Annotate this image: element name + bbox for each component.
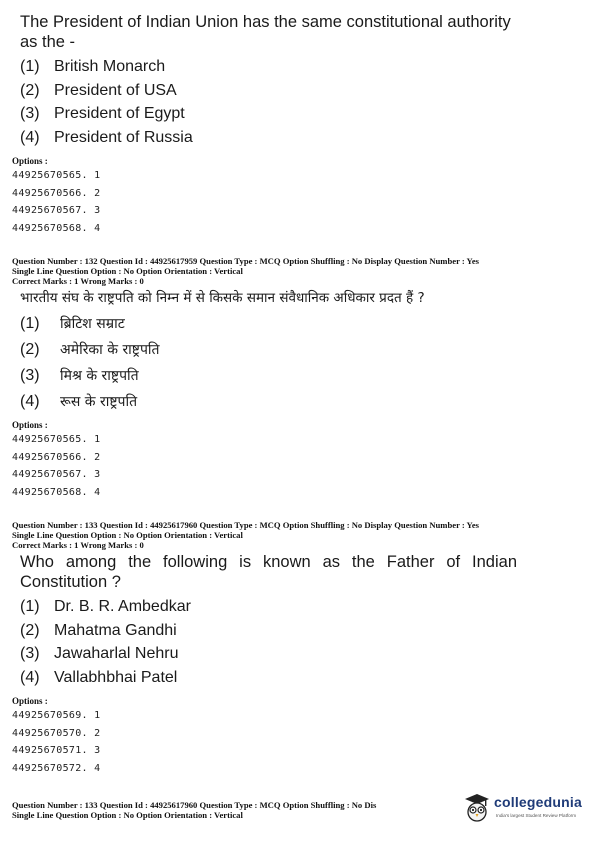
option-1: (1) British Monarch [20,58,166,75]
option-3: (3) मिश्र के राष्ट्रपति [20,367,139,384]
option-4: (4) Vallabhbhai Patel [20,668,178,686]
question-text: भारतीय संघ के राष्ट्रपति को निम्न में से किसके समान संवैधानिक अधिकार प्रदत हैं ? [20,290,425,306]
option-4: (4) President of Russia [20,128,193,146]
options-section [12,419,582,501]
question-text-line-2: Constitution ? [20,573,121,591]
option-list [12,595,582,689]
option-id: 44925670568. 4 [12,222,101,234]
option-4: (4) रूस के राष्ट्रपति [20,393,138,410]
option-id: 44925670566. 2 [12,451,101,463]
option-id: 44925670567. 3 [12,469,101,480]
logo-tagline: India's largest Student Review Platform [496,813,577,818]
option-id: 44925670565. 1 [12,434,101,445]
option-2: (2) अमेरिका के राष्ट्रपति [20,341,160,358]
question-meta: Question Number : 133 Question Id : 44925617960 Question Type : MCQ Option Shuffling : No Dis [12,800,377,810]
option-id: 44925670571. 3 [12,745,101,756]
option-id: 44925670567. 3 [12,205,101,216]
option-id: 44925670566. 2 [12,187,101,199]
question-132-hindi [12,256,582,501]
question-meta: Single Line Question Option : No Option Orientation : Vertical [12,810,243,820]
question-133-english [12,520,582,777]
option-id: 44925670570. 2 [12,727,101,739]
option-id: 44925670565. 1 [12,170,101,181]
option-3: (3) Jawaharlal Nehru [20,645,179,662]
question-131-english [12,12,582,237]
marks-meta: Correct Marks : 1 Wrong Marks : 0 [12,276,144,286]
option-3: (3) President of Egypt [20,105,185,122]
marks-meta: Correct Marks : 1 Wrong Marks : 0 [12,540,144,550]
question-meta: Single Line Question Option : No Option Orientation : Vertical [12,266,243,276]
collegedunia-logo [462,792,587,826]
question-meta: Single Line Question Option : No Option Orientation : Vertical [12,530,243,540]
options-label: Options : [12,696,48,706]
option-list [12,311,582,415]
option-id: 44925670569. 1 [12,710,101,721]
question-text: The President of Indian Union has the same constitutional authority as the - [20,13,511,51]
option-1: (1) ब्रिटिश सम्राट [20,315,125,332]
options-section [12,695,582,777]
options-section [12,155,582,237]
option-2: (2) President of USA [20,81,177,99]
option-list [12,55,582,149]
options-label: Options : [12,156,48,166]
option-1: (1) Dr. B. R. Ambedkar [20,598,191,615]
question-meta: Question Number : 133 Question Id : 44925617960 Question Type : MCQ Option Shuffling : No Display Question Number : Yes [12,520,479,530]
graduate-owl-icon [462,792,492,824]
option-id: 44925670572. 4 [12,762,101,774]
options-label: Options : [12,420,48,430]
question-text-line-1: Who among the following is known as the Father of Indian [20,553,517,571]
option-2: (2) Mahatma Gandhi [20,621,177,639]
question-133-footer [12,800,452,820]
question-meta: Question Number : 132 Question Id : 44925617959 Question Type : MCQ Option Shuffling : No Display Question Number : Yes [12,256,479,266]
option-id: 44925670568. 4 [12,486,101,498]
logo-text: collegedunia [494,794,582,810]
